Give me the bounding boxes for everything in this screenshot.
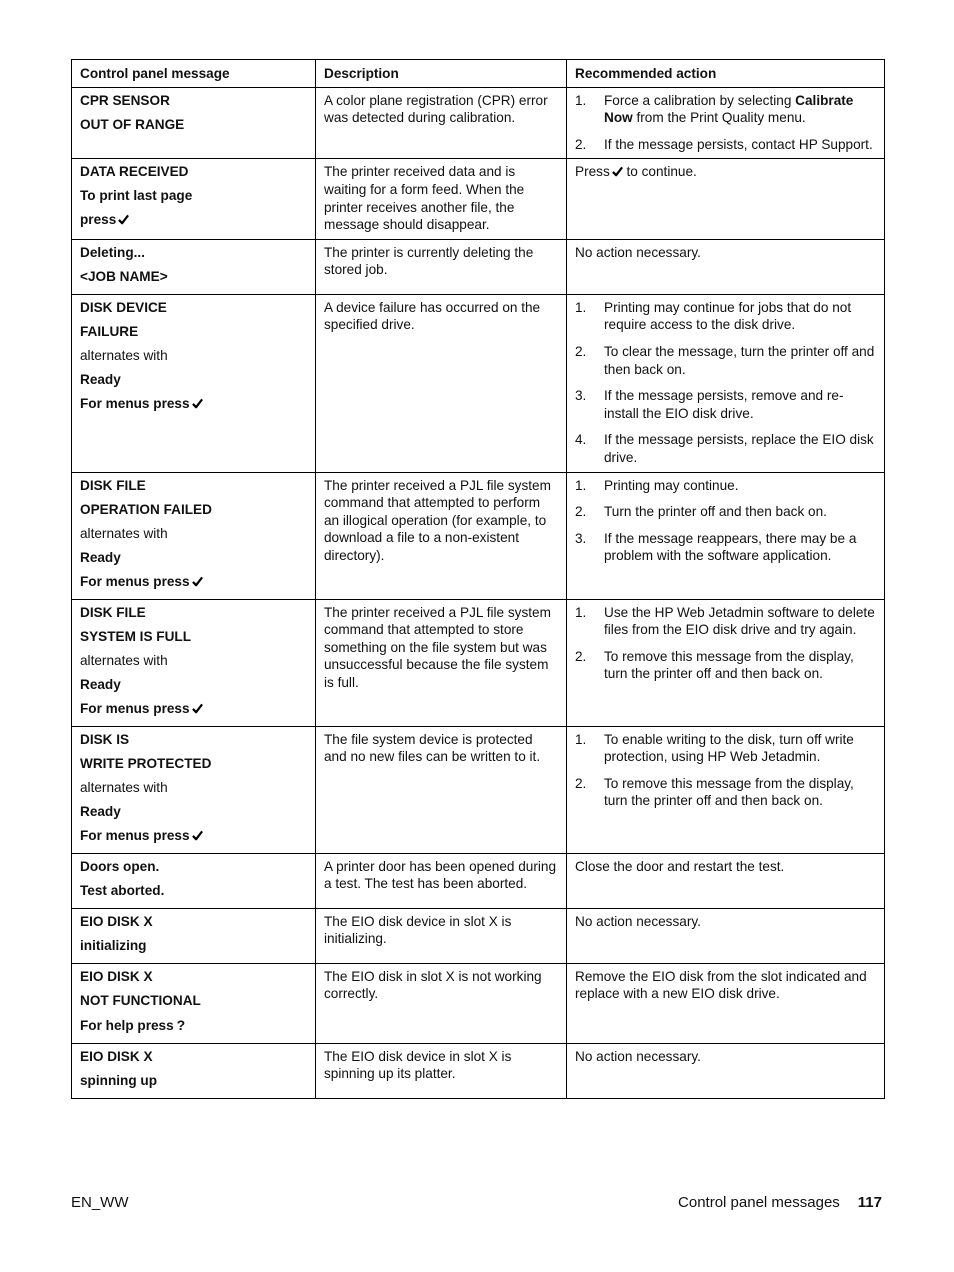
message-cell xyxy=(72,1043,316,1098)
message-line xyxy=(80,184,307,208)
menu-option-name: Calibrate Now xyxy=(604,92,854,126)
message-line xyxy=(80,241,307,265)
step-number: 1. xyxy=(575,299,587,315)
action-text: to continue. xyxy=(622,164,697,180)
header-recommended-action: Recommended action xyxy=(567,60,885,88)
message-text: For menus press xyxy=(80,395,190,411)
description-cell: The printer received a PJL file system command that attempted to store something on the file system but was unsuccessful because the file system is full. xyxy=(316,599,567,726)
message-text: alternates with xyxy=(80,652,168,668)
message-text: For menus press xyxy=(80,700,190,716)
checkmark-icon xyxy=(118,214,129,225)
step-text: If the message persists, contact HP Support. xyxy=(604,136,873,152)
message-text: For menus press xyxy=(80,827,190,843)
message-text: Doors open. xyxy=(80,858,160,874)
step-text: Use the HP Web Jetadmin software to delete files from the EIO disk drive and try again. xyxy=(604,604,875,638)
step-text: from the Print Quality menu. xyxy=(632,110,806,126)
action-step xyxy=(575,92,876,127)
description-cell: The printer is currently deleting the stored job. xyxy=(316,239,567,294)
action-step xyxy=(575,299,876,334)
message-text: EIO DISK X xyxy=(80,1048,153,1064)
action-steps-list xyxy=(575,604,876,683)
message-text: OUT OF RANGE xyxy=(80,116,185,132)
message-line xyxy=(80,474,307,498)
message-line xyxy=(80,649,307,673)
table-row xyxy=(72,853,885,908)
message-line xyxy=(80,113,307,137)
header-description: Description xyxy=(316,60,567,88)
message-line xyxy=(80,728,307,752)
message-line xyxy=(80,392,307,416)
message-text: WRITE PROTECTED xyxy=(80,755,212,771)
action-step xyxy=(575,136,876,154)
message-text: initializing xyxy=(80,937,147,953)
message-text: FAILURE xyxy=(80,323,139,339)
message-line xyxy=(80,601,307,625)
table-row xyxy=(72,908,885,963)
message-line xyxy=(80,265,307,289)
recommended-action-cell xyxy=(567,472,885,599)
message-text: DISK IS xyxy=(80,731,130,747)
message-text: spinning up xyxy=(80,1072,158,1088)
message-line xyxy=(80,368,307,392)
message-line xyxy=(80,752,307,776)
table-body xyxy=(72,87,885,1098)
control-panel-messages-table xyxy=(71,59,885,1099)
message-line xyxy=(80,800,307,824)
message-text: DISK FILE xyxy=(80,604,146,620)
step-text: If the message reappears, there may be a problem with the software application. xyxy=(604,530,857,564)
action-step xyxy=(575,648,876,683)
step-text: Force a calibration by selecting xyxy=(604,92,796,108)
action-step xyxy=(575,503,876,521)
message-line xyxy=(80,910,307,934)
message-text: Ready xyxy=(80,371,121,387)
message-line xyxy=(80,89,307,113)
description-cell: A color plane registration (CPR) error was detected during calibration. xyxy=(316,87,567,159)
message-line xyxy=(80,625,307,649)
checkmark-icon xyxy=(612,166,623,177)
message-text: EIO DISK X xyxy=(80,913,153,929)
footer-section-title: Control panel messages xyxy=(678,1194,840,1211)
recommended-action-cell xyxy=(567,87,885,159)
message-line xyxy=(80,1069,307,1093)
action-step xyxy=(575,431,876,466)
action-step xyxy=(575,530,876,565)
table-row xyxy=(72,1043,885,1098)
table-row xyxy=(72,294,885,472)
action-steps-list xyxy=(575,299,876,467)
description-cell: The printer received a PJL file system command that attempted to perform an illogical operation (for example, to download a file to a non-existent directory). xyxy=(316,472,567,599)
message-cell xyxy=(72,294,316,472)
message-line xyxy=(80,934,307,958)
checkmark-icon xyxy=(192,703,203,714)
action-text: No action necessary. xyxy=(575,913,701,929)
action-step xyxy=(575,604,876,639)
action-steps-list xyxy=(575,477,876,565)
message-cell xyxy=(72,599,316,726)
table-row xyxy=(72,239,885,294)
message-text: DISK DEVICE xyxy=(80,299,167,315)
message-line xyxy=(80,570,307,594)
table-row xyxy=(72,599,885,726)
description-cell: The printer received data and is waiting for a form feed. When the printer receives another file, the message should disappear. xyxy=(316,159,567,239)
step-number: 1. xyxy=(575,477,587,493)
message-text: alternates with xyxy=(80,525,168,541)
recommended-action-cell xyxy=(567,908,885,963)
step-text: Printing may continue. xyxy=(604,477,739,493)
action-steps-list xyxy=(575,92,876,154)
recommended-action-cell xyxy=(567,963,885,1043)
action-text: Remove the EIO disk from the slot indicated and replace with a new EIO disk drive. xyxy=(575,968,867,1002)
message-cell xyxy=(72,87,316,159)
step-text: To remove this message from the display, turn the printer off and then back on. xyxy=(604,648,854,682)
step-text: Turn the printer off and then back on. xyxy=(604,504,827,520)
message-line xyxy=(80,546,307,570)
action-step xyxy=(575,775,876,810)
step-text: If the message persists, replace the EIO disk drive. xyxy=(604,432,874,465)
message-cell xyxy=(72,963,316,1043)
message-line xyxy=(80,989,307,1013)
recommended-action-cell xyxy=(567,159,885,239)
step-text: To enable writing to the disk, turn off write protection, using HP Web Jetadmin. xyxy=(604,731,854,765)
recommended-action-cell xyxy=(567,853,885,908)
message-text: alternates with xyxy=(80,347,168,363)
header-control-panel-message: Control panel message xyxy=(72,60,316,88)
message-text: DATA RECEIVED xyxy=(80,164,189,180)
message-line xyxy=(80,1045,307,1069)
table-row xyxy=(72,159,885,239)
description-cell: The file system device is protected and no new files can be written to it. xyxy=(316,726,567,853)
message-line xyxy=(80,208,307,232)
step-number: 2. xyxy=(575,136,587,152)
message-text: To print last page xyxy=(80,188,193,204)
message-text: CPR SENSOR xyxy=(80,92,170,108)
message-text: <JOB NAME> xyxy=(80,268,168,284)
action-step xyxy=(575,387,876,422)
message-line xyxy=(80,673,307,697)
checkmark-icon xyxy=(192,398,203,409)
message-line xyxy=(80,824,307,848)
message-text: Deleting... xyxy=(80,244,145,260)
message-text: press xyxy=(80,212,117,228)
table-row xyxy=(72,726,885,853)
step-number: 3. xyxy=(575,530,587,546)
message-line xyxy=(80,776,307,800)
step-number: 4. xyxy=(575,432,587,448)
message-cell xyxy=(72,726,316,853)
step-number: 1. xyxy=(575,731,587,747)
step-text: To clear the message, turn the printer off and then back on. xyxy=(604,343,875,377)
action-step xyxy=(575,343,876,378)
step-number: 2. xyxy=(575,343,587,359)
recommended-action-cell xyxy=(567,599,885,726)
step-number: 2. xyxy=(575,775,587,791)
checkmark-icon xyxy=(192,576,203,587)
footer-locale: EN_WW xyxy=(71,1194,129,1211)
page-number: 117 xyxy=(857,1194,882,1211)
table-row xyxy=(72,472,885,599)
step-number: 2. xyxy=(575,504,587,520)
description-cell: The EIO disk device in slot X is initializing. xyxy=(316,908,567,963)
message-text: OPERATION FAILED xyxy=(80,501,212,517)
message-line xyxy=(80,879,307,903)
step-text: To remove this message from the display, turn the printer off and then back on. xyxy=(604,775,854,809)
message-line xyxy=(80,160,307,184)
action-step xyxy=(575,477,876,495)
message-text: Ready xyxy=(80,549,121,565)
action-steps-list xyxy=(575,731,876,810)
action-text: No action necessary. xyxy=(575,244,701,260)
message-text: Ready xyxy=(80,676,121,692)
recommended-action-cell xyxy=(567,294,885,472)
message-line xyxy=(80,1013,307,1038)
message-cell xyxy=(72,239,316,294)
step-text: If the message persists, remove and re-install the EIO disk drive. xyxy=(604,388,844,421)
recommended-action-cell xyxy=(567,1043,885,1098)
table-header-row xyxy=(72,60,885,88)
description-cell: The EIO disk device in slot X is spinning up its platter. xyxy=(316,1043,567,1098)
message-line xyxy=(80,965,307,989)
message-text: For help press xyxy=(80,1017,174,1033)
recommended-action-cell xyxy=(567,726,885,853)
message-line xyxy=(80,697,307,721)
message-text: DISK FILE xyxy=(80,477,146,493)
step-number: 1. xyxy=(575,604,587,620)
message-line xyxy=(80,522,307,546)
message-line xyxy=(80,320,307,344)
action-text: No action necessary. xyxy=(575,1048,701,1064)
message-line xyxy=(80,498,307,522)
step-text: Printing may continue for jobs that do not require access to the disk drive. xyxy=(604,299,852,333)
message-text: For menus press xyxy=(80,573,190,589)
step-number: 3. xyxy=(575,388,587,404)
description-cell: The EIO disk in slot X is not working correctly. xyxy=(316,963,567,1043)
message-text: EIO DISK X xyxy=(80,968,153,984)
action-text: Close the door and restart the test. xyxy=(575,858,785,874)
message-line xyxy=(80,344,307,368)
step-number: 1. xyxy=(575,92,587,108)
help-icon: ? xyxy=(176,1016,186,1033)
step-number: 2. xyxy=(575,648,587,664)
description-cell: A device failure has occurred on the specified drive. xyxy=(316,294,567,472)
description-cell: A printer door has been opened during a test. The test has been aborted. xyxy=(316,853,567,908)
footer-right xyxy=(678,1194,882,1212)
checkmark-icon xyxy=(192,830,203,841)
message-line xyxy=(80,855,307,879)
message-text: Ready xyxy=(80,803,121,819)
table-row xyxy=(72,963,885,1043)
message-cell xyxy=(72,159,316,239)
message-text: NOT FUNCTIONAL xyxy=(80,992,201,1008)
recommended-action-cell xyxy=(567,239,885,294)
message-cell xyxy=(72,472,316,599)
table-row xyxy=(72,87,885,159)
message-text: alternates with xyxy=(80,779,168,795)
message-text: Test aborted. xyxy=(80,882,165,898)
message-line xyxy=(80,296,307,320)
action-step xyxy=(575,731,876,766)
message-cell xyxy=(72,908,316,963)
action-text: Press xyxy=(575,164,610,180)
message-text: SYSTEM IS FULL xyxy=(80,628,192,644)
message-cell xyxy=(72,853,316,908)
